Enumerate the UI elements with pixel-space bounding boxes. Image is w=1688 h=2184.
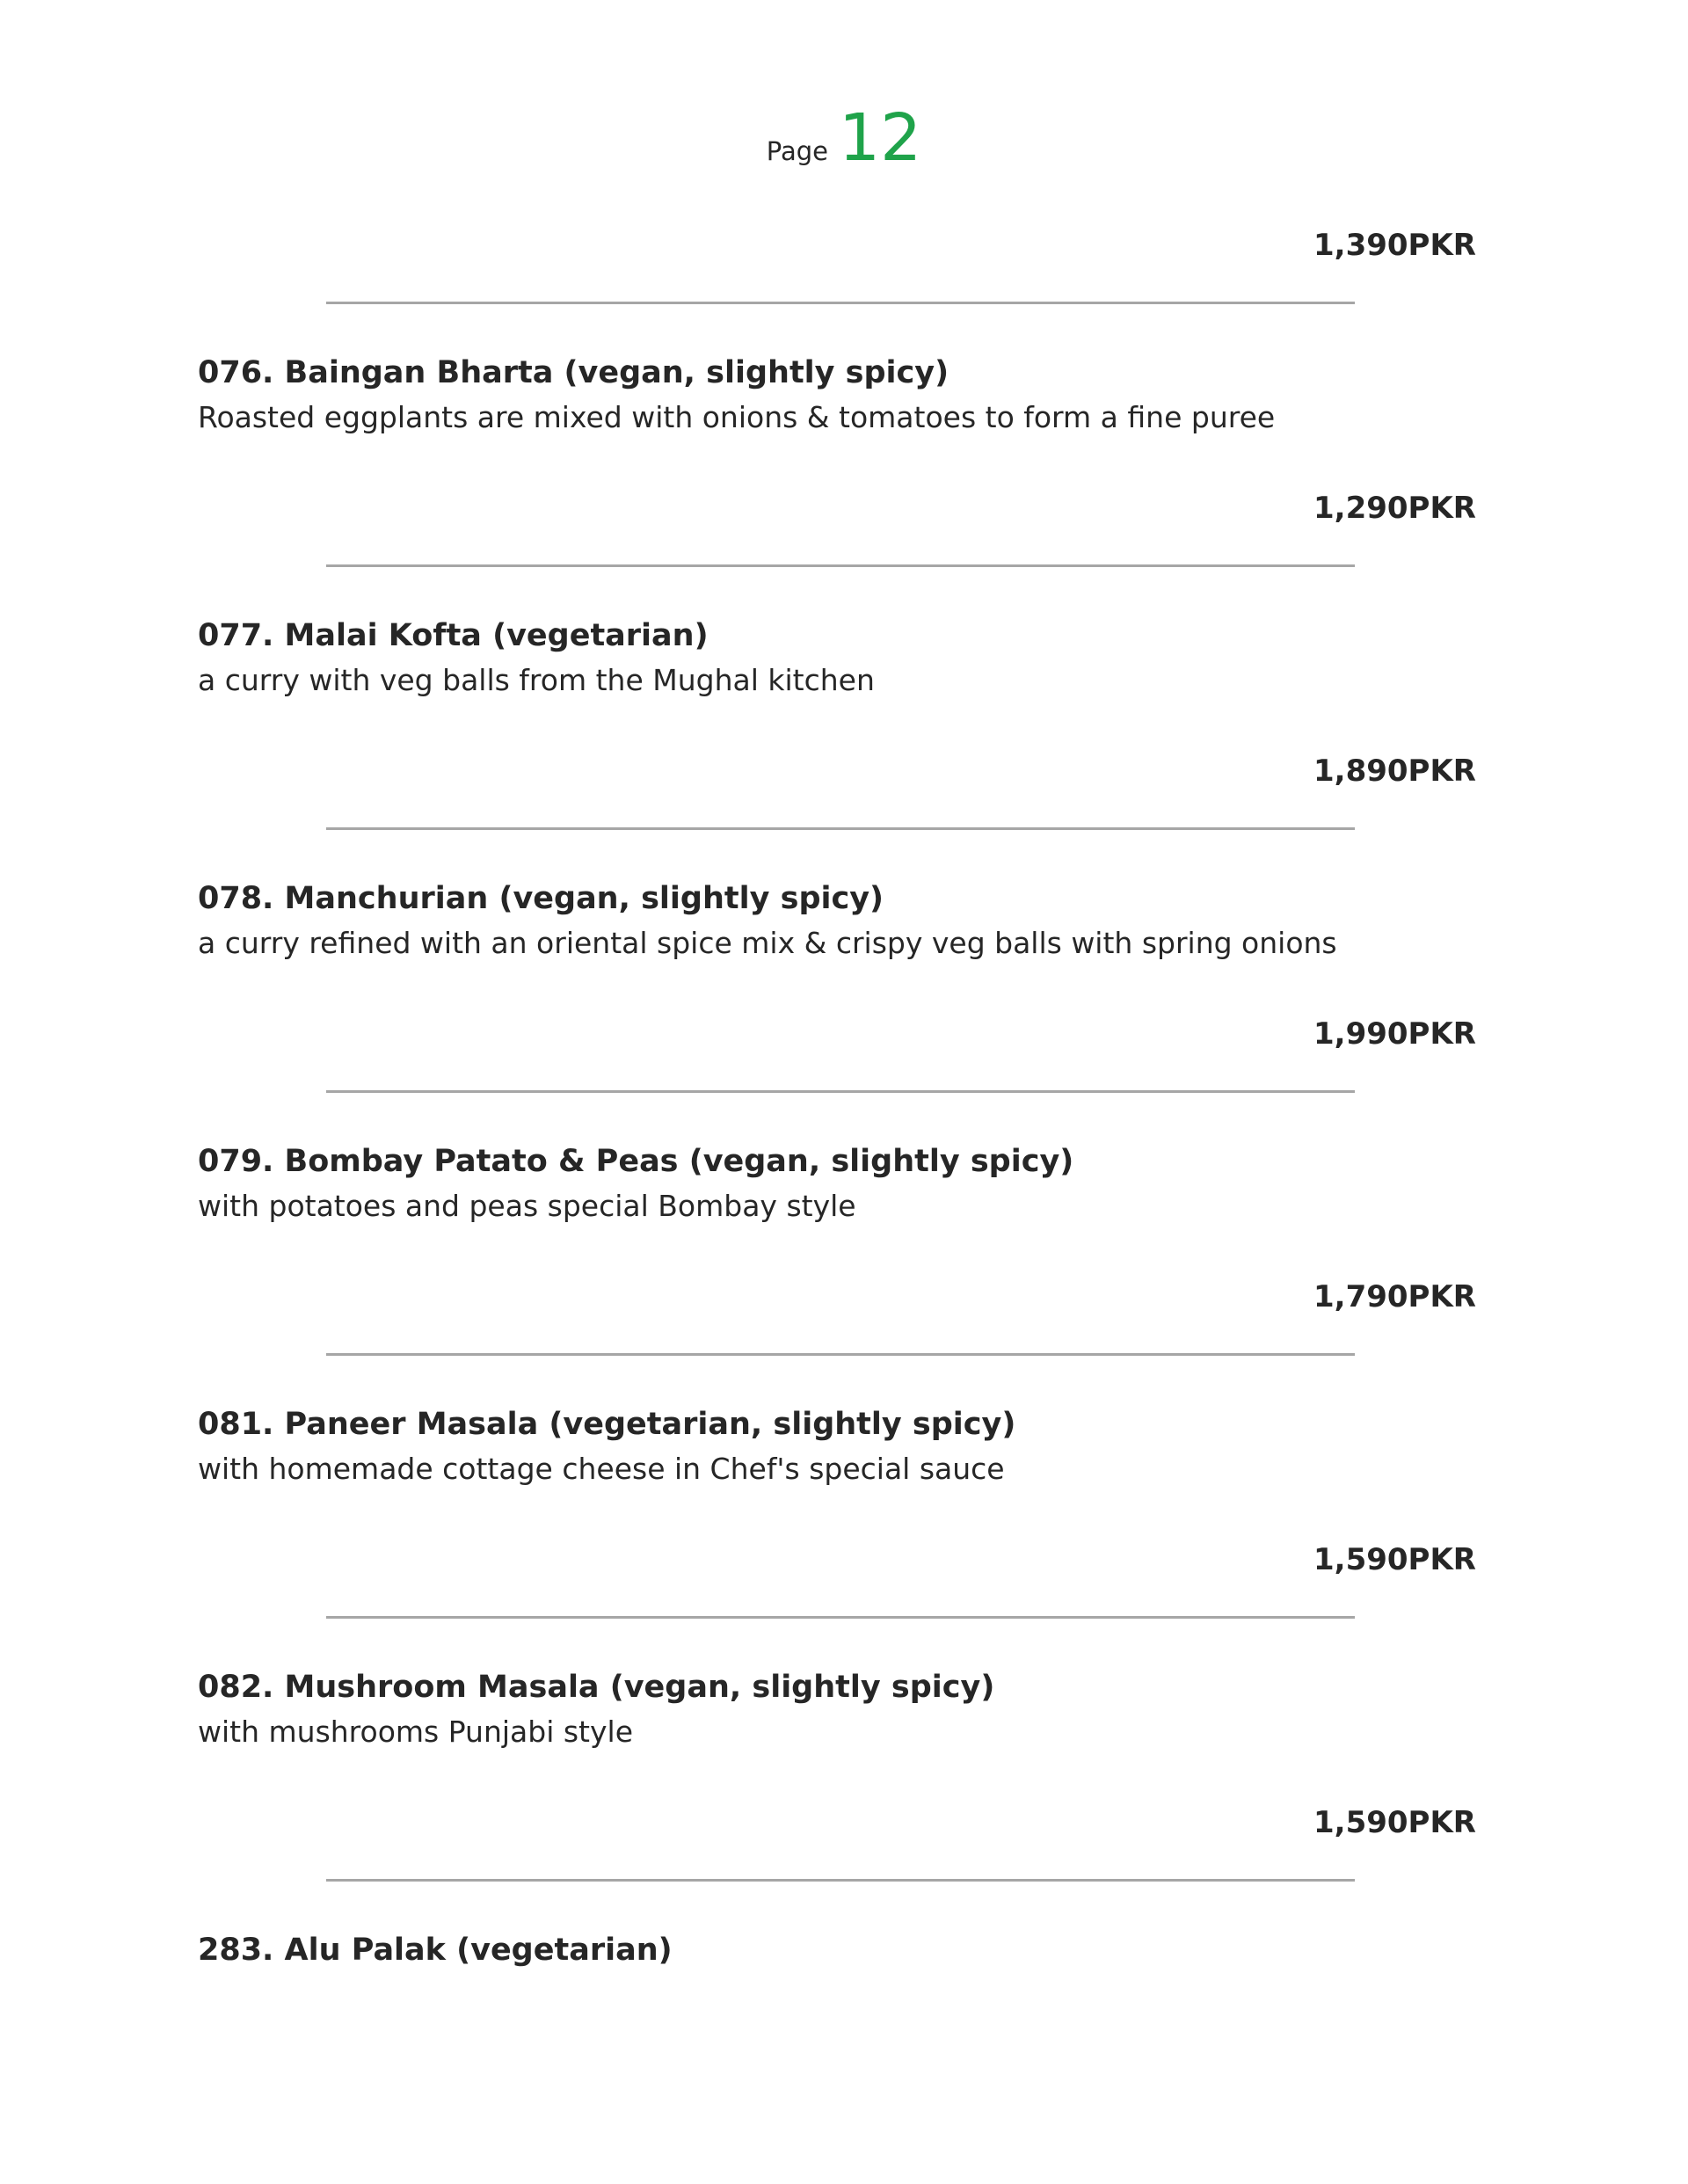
page-header — [0, 100, 1688, 176]
dish-title: 081. Paneer Masala (vegetarian, slightly spicy) — [198, 1407, 1016, 1442]
divider — [326, 1879, 1355, 1882]
dish-title: 079. Bombay Patato & Peas (vegan, slightly spicy) — [198, 1144, 1074, 1179]
dish-description: a curry refined with an oriental spice mix & crispy veg balls with spring onions — [198, 926, 1337, 960]
dish-price: 1,990PKR — [1313, 1016, 1476, 1052]
divider — [326, 1616, 1355, 1619]
page-label: Page — [766, 136, 829, 166]
dish-description: with homemade cottage cheese in Chef's special sauce — [198, 1452, 1005, 1486]
divider — [326, 302, 1355, 304]
divider — [326, 1090, 1355, 1093]
price-carryover: 1,390PKR — [1313, 228, 1476, 263]
dish-title: 076. Baingan Bharta (vegan, slightly spicy) — [198, 355, 950, 390]
dish-title: 077. Malai Kofta (vegetarian) — [198, 618, 709, 653]
dish-description: with potatoes and peas special Bombay style — [198, 1189, 856, 1223]
divider — [326, 827, 1355, 830]
dish-description: Roasted eggplants are mixed with onions & tomatoes to form a fine puree — [198, 400, 1276, 434]
dish-title: 078. Manchurian (vegan, slightly spicy) — [198, 881, 884, 916]
dish-price: 1,790PKR — [1313, 1279, 1476, 1314]
dish-title: 082. Mushroom Masala (vegan, slightly spicy) — [198, 1670, 995, 1705]
divider — [326, 564, 1355, 567]
divider — [326, 1353, 1355, 1356]
dish-description: a curry with veg balls from the Mughal kitchen — [198, 663, 875, 697]
dish-description: with mushrooms Punjabi style — [198, 1714, 633, 1749]
page-number: 12 — [839, 100, 922, 176]
dish-price: 1,290PKR — [1313, 491, 1476, 526]
dish-price: 1,590PKR — [1313, 1542, 1476, 1577]
dish-title: 283. Alu Palak (vegetarian) — [198, 1933, 673, 1968]
dish-price: 1,890PKR — [1313, 753, 1476, 789]
dish-price: 1,590PKR — [1313, 1805, 1476, 1840]
